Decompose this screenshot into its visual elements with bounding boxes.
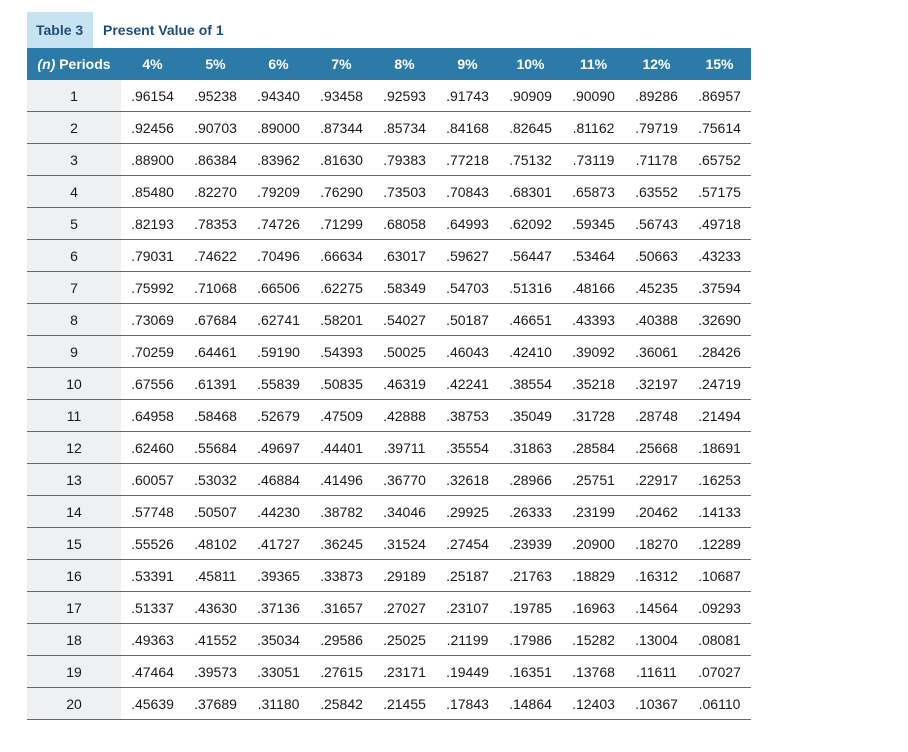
value-cell: .45811 xyxy=(184,560,247,592)
value-cell: .73069 xyxy=(121,304,184,336)
value-cell: .41727 xyxy=(247,528,310,560)
table-row xyxy=(27,304,751,336)
value-cell: .50187 xyxy=(436,304,499,336)
value-cell: .08081 xyxy=(688,624,751,656)
value-cell: .70843 xyxy=(436,176,499,208)
value-cell: .39573 xyxy=(184,656,247,688)
value-cell: .36245 xyxy=(310,528,373,560)
period-cell: 15 xyxy=(27,528,121,560)
value-cell: .50835 xyxy=(310,368,373,400)
value-cell: .31657 xyxy=(310,592,373,624)
value-cell: .33873 xyxy=(310,560,373,592)
value-cell: .14564 xyxy=(625,592,688,624)
value-cell: .58349 xyxy=(373,272,436,304)
period-cell: 20 xyxy=(27,688,121,720)
value-cell: .51316 xyxy=(499,272,562,304)
period-cell: 3 xyxy=(27,144,121,176)
table-title: Present Value of 1 xyxy=(103,22,224,38)
value-cell: .58468 xyxy=(184,400,247,432)
period-cell: 11 xyxy=(27,400,121,432)
value-cell: .86384 xyxy=(184,144,247,176)
value-cell: .52679 xyxy=(247,400,310,432)
value-cell: .34046 xyxy=(373,496,436,528)
value-cell: .71178 xyxy=(625,144,688,176)
value-cell: .29586 xyxy=(310,624,373,656)
value-cell: .58201 xyxy=(310,304,373,336)
table-row xyxy=(27,400,751,432)
period-cell: 13 xyxy=(27,464,121,496)
value-cell: .73119 xyxy=(562,144,625,176)
value-cell: .63017 xyxy=(373,240,436,272)
value-cell: .10687 xyxy=(688,560,751,592)
value-cell: .83962 xyxy=(247,144,310,176)
table-row xyxy=(27,656,751,688)
value-cell: .85734 xyxy=(373,112,436,144)
table-row xyxy=(27,496,751,528)
value-cell: .63552 xyxy=(625,176,688,208)
value-cell: .19449 xyxy=(436,656,499,688)
value-cell: .31863 xyxy=(499,432,562,464)
value-cell: .85480 xyxy=(121,176,184,208)
table-header xyxy=(27,48,751,80)
value-cell: .25187 xyxy=(436,560,499,592)
value-cell: .73503 xyxy=(373,176,436,208)
value-cell: .22917 xyxy=(625,464,688,496)
value-cell: .28966 xyxy=(499,464,562,496)
value-cell: .12403 xyxy=(562,688,625,720)
value-cell: .57175 xyxy=(688,176,751,208)
value-cell: .55684 xyxy=(184,432,247,464)
value-cell: .82270 xyxy=(184,176,247,208)
value-cell: .93458 xyxy=(310,80,373,112)
value-cell: .12289 xyxy=(688,528,751,560)
value-cell: .67556 xyxy=(121,368,184,400)
table-row xyxy=(27,240,751,272)
value-cell: .18829 xyxy=(562,560,625,592)
value-cell: .36770 xyxy=(373,464,436,496)
table-row xyxy=(27,624,751,656)
value-cell: .66506 xyxy=(247,272,310,304)
table-caption xyxy=(27,12,751,48)
value-cell: .40388 xyxy=(625,304,688,336)
value-cell: .79209 xyxy=(247,176,310,208)
value-cell: .25668 xyxy=(625,432,688,464)
table-row xyxy=(27,688,751,720)
value-cell: .10367 xyxy=(625,688,688,720)
value-cell: .46884 xyxy=(247,464,310,496)
value-cell: .68301 xyxy=(499,176,562,208)
value-cell: .81630 xyxy=(310,144,373,176)
value-cell: .32197 xyxy=(625,368,688,400)
value-cell: .32690 xyxy=(688,304,751,336)
value-cell: .42888 xyxy=(373,400,436,432)
value-cell: .66634 xyxy=(310,240,373,272)
value-cell: .60057 xyxy=(121,464,184,496)
value-cell: .31180 xyxy=(247,688,310,720)
present-value-document xyxy=(27,12,751,720)
value-cell: .88900 xyxy=(121,144,184,176)
value-cell: .92593 xyxy=(373,80,436,112)
value-cell: .07027 xyxy=(688,656,751,688)
table-row xyxy=(27,528,751,560)
period-cell: 19 xyxy=(27,656,121,688)
value-cell: .62275 xyxy=(310,272,373,304)
table-row xyxy=(27,112,751,144)
value-cell: .50025 xyxy=(373,336,436,368)
value-cell: .21455 xyxy=(373,688,436,720)
value-cell: .47464 xyxy=(121,656,184,688)
value-cell: .53032 xyxy=(184,464,247,496)
period-cell: 12 xyxy=(27,432,121,464)
value-cell: .49697 xyxy=(247,432,310,464)
value-cell: .59627 xyxy=(436,240,499,272)
rate-column-header: 10% xyxy=(499,48,562,80)
value-cell: .77218 xyxy=(436,144,499,176)
value-cell: .54393 xyxy=(310,336,373,368)
value-cell: .41496 xyxy=(310,464,373,496)
value-cell: .49718 xyxy=(688,208,751,240)
value-cell: .91743 xyxy=(436,80,499,112)
value-cell: .39092 xyxy=(562,336,625,368)
value-cell: .64993 xyxy=(436,208,499,240)
value-cell: .23107 xyxy=(436,592,499,624)
table-row xyxy=(27,592,751,624)
value-cell: .90703 xyxy=(184,112,247,144)
value-cell: .35218 xyxy=(562,368,625,400)
value-cell: .44230 xyxy=(247,496,310,528)
value-cell: .62741 xyxy=(247,304,310,336)
value-cell: .70496 xyxy=(247,240,310,272)
value-cell: .23199 xyxy=(562,496,625,528)
value-cell: .43630 xyxy=(184,592,247,624)
value-cell: .82193 xyxy=(121,208,184,240)
periods-header-label: Periods xyxy=(59,56,111,72)
value-cell: .43393 xyxy=(562,304,625,336)
period-cell: 18 xyxy=(27,624,121,656)
rate-column-header: 7% xyxy=(310,48,373,80)
table-row xyxy=(27,144,751,176)
period-cell: 8 xyxy=(27,304,121,336)
value-cell: .46319 xyxy=(373,368,436,400)
value-cell: .25751 xyxy=(562,464,625,496)
value-cell: .29925 xyxy=(436,496,499,528)
value-cell: .70259 xyxy=(121,336,184,368)
value-cell: .51337 xyxy=(121,592,184,624)
value-cell: .65752 xyxy=(688,144,751,176)
value-cell: .47509 xyxy=(310,400,373,432)
period-cell: 7 xyxy=(27,272,121,304)
table-row xyxy=(27,560,751,592)
value-cell: .29189 xyxy=(373,560,436,592)
value-cell: .38753 xyxy=(436,400,499,432)
value-cell: .09293 xyxy=(688,592,751,624)
present-value-table xyxy=(27,48,751,720)
value-cell: .55839 xyxy=(247,368,310,400)
period-cell: 4 xyxy=(27,176,121,208)
value-cell: .37689 xyxy=(184,688,247,720)
value-cell: .06110 xyxy=(688,688,751,720)
value-cell: .48102 xyxy=(184,528,247,560)
value-cell: .39365 xyxy=(247,560,310,592)
value-cell: .17843 xyxy=(436,688,499,720)
rate-column-header: 15% xyxy=(688,48,751,80)
value-cell: .37594 xyxy=(688,272,751,304)
rate-column-header: 9% xyxy=(436,48,499,80)
periods-header-n: (n) xyxy=(37,56,56,72)
table-number-label: Table 3 xyxy=(27,12,93,48)
value-cell: .62092 xyxy=(499,208,562,240)
table-row xyxy=(27,176,751,208)
value-cell: .27027 xyxy=(373,592,436,624)
value-cell: .28584 xyxy=(562,432,625,464)
value-cell: .46651 xyxy=(499,304,562,336)
value-cell: .42410 xyxy=(499,336,562,368)
value-cell: .20900 xyxy=(562,528,625,560)
value-cell: .86957 xyxy=(688,80,751,112)
value-cell: .45639 xyxy=(121,688,184,720)
value-cell: .33051 xyxy=(247,656,310,688)
period-cell: 14 xyxy=(27,496,121,528)
value-cell: .45235 xyxy=(625,272,688,304)
value-cell: .27615 xyxy=(310,656,373,688)
value-cell: .59190 xyxy=(247,336,310,368)
value-cell: .18691 xyxy=(688,432,751,464)
value-cell: .27454 xyxy=(436,528,499,560)
value-cell: .62460 xyxy=(121,432,184,464)
value-cell: .23939 xyxy=(499,528,562,560)
value-cell: .42241 xyxy=(436,368,499,400)
value-cell: .31524 xyxy=(373,528,436,560)
value-cell: .67684 xyxy=(184,304,247,336)
value-cell: .79719 xyxy=(625,112,688,144)
table-row xyxy=(27,464,751,496)
value-cell: .13004 xyxy=(625,624,688,656)
period-cell: 6 xyxy=(27,240,121,272)
value-cell: .18270 xyxy=(625,528,688,560)
value-cell: .21494 xyxy=(688,400,751,432)
value-cell: .23171 xyxy=(373,656,436,688)
period-cell: 17 xyxy=(27,592,121,624)
value-cell: .43233 xyxy=(688,240,751,272)
value-cell: .28426 xyxy=(688,336,751,368)
value-cell: .84168 xyxy=(436,112,499,144)
value-cell: .96154 xyxy=(121,80,184,112)
value-cell: .14133 xyxy=(688,496,751,528)
value-cell: .35049 xyxy=(499,400,562,432)
table-body xyxy=(27,80,751,720)
value-cell: .50663 xyxy=(625,240,688,272)
value-cell: .64461 xyxy=(184,336,247,368)
value-cell: .49363 xyxy=(121,624,184,656)
table-row xyxy=(27,368,751,400)
value-cell: .21199 xyxy=(436,624,499,656)
rate-column-header: 8% xyxy=(373,48,436,80)
value-cell: .21763 xyxy=(499,560,562,592)
value-cell: .16963 xyxy=(562,592,625,624)
value-cell: .75132 xyxy=(499,144,562,176)
value-cell: .11611 xyxy=(625,656,688,688)
periods-column-header xyxy=(27,48,121,80)
rate-column-header: 12% xyxy=(625,48,688,80)
value-cell: .74622 xyxy=(184,240,247,272)
value-cell: .48166 xyxy=(562,272,625,304)
value-cell: .35034 xyxy=(247,624,310,656)
value-cell: .56743 xyxy=(625,208,688,240)
period-cell: 2 xyxy=(27,112,121,144)
value-cell: .41552 xyxy=(184,624,247,656)
value-cell: .76290 xyxy=(310,176,373,208)
value-cell: .75992 xyxy=(121,272,184,304)
value-cell: .82645 xyxy=(499,112,562,144)
value-cell: .65873 xyxy=(562,176,625,208)
value-cell: .79383 xyxy=(373,144,436,176)
value-cell: .71299 xyxy=(310,208,373,240)
value-cell: .16312 xyxy=(625,560,688,592)
value-cell: .35554 xyxy=(436,432,499,464)
rate-column-header: 4% xyxy=(121,48,184,80)
value-cell: .75614 xyxy=(688,112,751,144)
value-cell: .74726 xyxy=(247,208,310,240)
period-cell: 9 xyxy=(27,336,121,368)
value-cell: .87344 xyxy=(310,112,373,144)
value-cell: .53391 xyxy=(121,560,184,592)
value-cell: .38554 xyxy=(499,368,562,400)
table-row xyxy=(27,208,751,240)
value-cell: .90909 xyxy=(499,80,562,112)
value-cell: .59345 xyxy=(562,208,625,240)
value-cell: .20462 xyxy=(625,496,688,528)
value-cell: .61391 xyxy=(184,368,247,400)
period-cell: 16 xyxy=(27,560,121,592)
value-cell: .31728 xyxy=(562,400,625,432)
value-cell: .24719 xyxy=(688,368,751,400)
value-cell: .44401 xyxy=(310,432,373,464)
value-cell: .53464 xyxy=(562,240,625,272)
table-row xyxy=(27,432,751,464)
value-cell: .19785 xyxy=(499,592,562,624)
period-cell: 1 xyxy=(27,80,121,112)
value-cell: .81162 xyxy=(562,112,625,144)
table-row xyxy=(27,272,751,304)
value-cell: .57748 xyxy=(121,496,184,528)
header-row xyxy=(27,48,751,80)
value-cell: .71068 xyxy=(184,272,247,304)
value-cell: .17986 xyxy=(499,624,562,656)
value-cell: .25025 xyxy=(373,624,436,656)
value-cell: .95238 xyxy=(184,80,247,112)
value-cell: .14864 xyxy=(499,688,562,720)
period-cell: 10 xyxy=(27,368,121,400)
value-cell: .89000 xyxy=(247,112,310,144)
value-cell: .55526 xyxy=(121,528,184,560)
value-cell: .92456 xyxy=(121,112,184,144)
value-cell: .15282 xyxy=(562,624,625,656)
value-cell: .25842 xyxy=(310,688,373,720)
value-cell: .54703 xyxy=(436,272,499,304)
value-cell: .16351 xyxy=(499,656,562,688)
rate-column-header: 11% xyxy=(562,48,625,80)
table-row xyxy=(27,80,751,112)
value-cell: .32618 xyxy=(436,464,499,496)
value-cell: .13768 xyxy=(562,656,625,688)
value-cell: .64958 xyxy=(121,400,184,432)
value-cell: .38782 xyxy=(310,496,373,528)
value-cell: .46043 xyxy=(436,336,499,368)
value-cell: .16253 xyxy=(688,464,751,496)
value-cell: .54027 xyxy=(373,304,436,336)
rate-column-header: 5% xyxy=(184,48,247,80)
value-cell: .56447 xyxy=(499,240,562,272)
value-cell: .28748 xyxy=(625,400,688,432)
value-cell: .26333 xyxy=(499,496,562,528)
value-cell: .37136 xyxy=(247,592,310,624)
value-cell: .68058 xyxy=(373,208,436,240)
table-row xyxy=(27,336,751,368)
period-cell: 5 xyxy=(27,208,121,240)
value-cell: .39711 xyxy=(373,432,436,464)
value-cell: .50507 xyxy=(184,496,247,528)
value-cell: .36061 xyxy=(625,336,688,368)
value-cell: .90090 xyxy=(562,80,625,112)
value-cell: .94340 xyxy=(247,80,310,112)
value-cell: .78353 xyxy=(184,208,247,240)
value-cell: .79031 xyxy=(121,240,184,272)
rate-column-header: 6% xyxy=(247,48,310,80)
value-cell: .89286 xyxy=(625,80,688,112)
